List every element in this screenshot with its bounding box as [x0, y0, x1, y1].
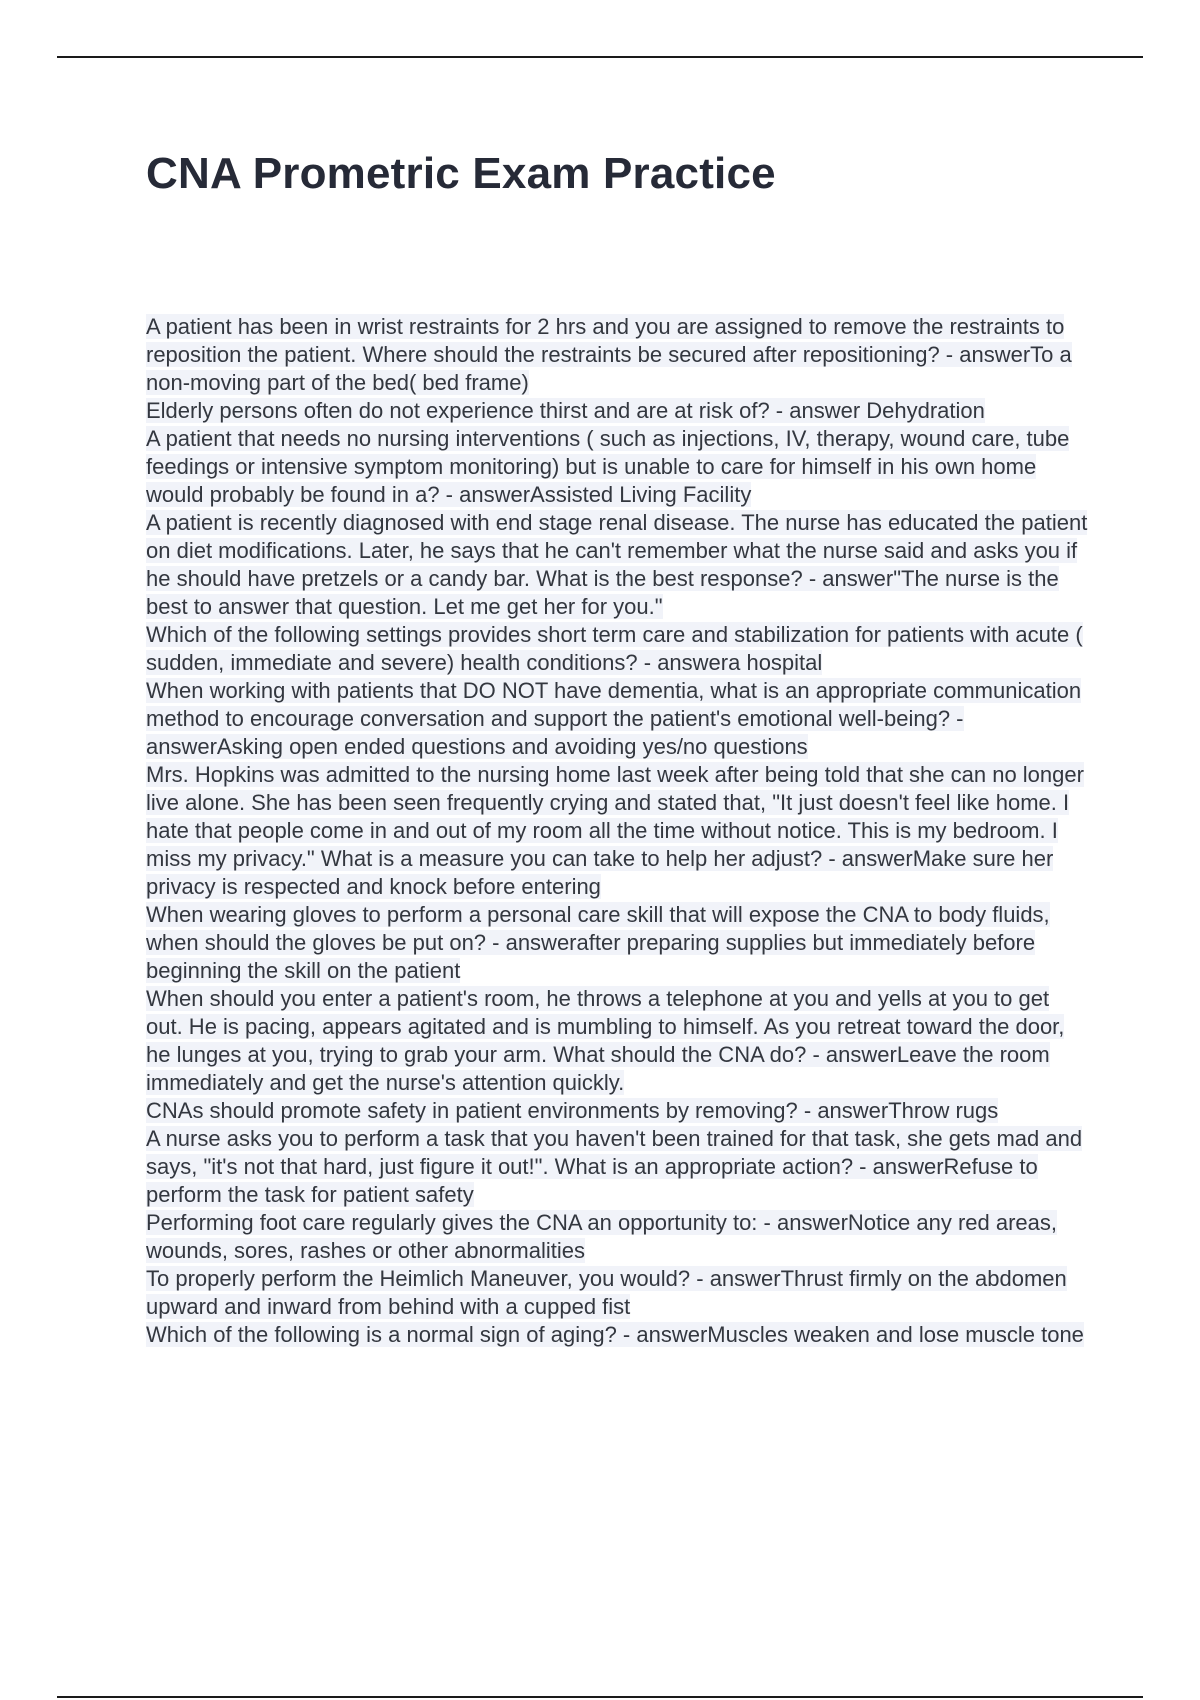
qa-text: When wearing gloves to perform a personal care skill that will expose the CNA to body fluids, when should the gloves be put on? - answerafter preparing supplies but immediately before beginning the skill on the patient	[146, 902, 1050, 983]
qa-text: A patient is recently diagnosed with end stage renal disease. The nurse has educated the patient on diet modifications. Later, he says that he can't remember what the nurse said and asks you if he should have pretzels or a candy bar. What is the best response? - answer"The nurse is the best to answer that question. Let me get her for you."	[146, 510, 1088, 619]
qa-text: Performing foot care regularly gives the CNA an opportunity to: - answerNotice any red areas, wounds, sores, rashes or other abnormalities	[146, 1210, 1058, 1263]
qa-item	[146, 677, 1090, 761]
qa-text: Which of the following settings provides short term care and stabilization for patients with acute ( sudden, immediate and severe) health conditions? - answera hospital	[146, 622, 1083, 675]
qa-item	[146, 509, 1090, 621]
document-title: CNA Prometric Exam Practice	[146, 149, 776, 198]
qa-item	[146, 985, 1090, 1097]
qa-item	[146, 1209, 1090, 1265]
qa-item	[146, 901, 1090, 985]
qa-text: Which of the following is a normal sign of aging? - answerMuscles weaken and lose muscle tone	[146, 1322, 1084, 1347]
qa-text: Elderly persons often do not experience thirst and are at risk of? - answer Dehydration	[146, 398, 985, 423]
qa-text: When should you enter a patient's room, he throws a telephone at you and yells at you to get out. He is pacing, appears agitated and is mumbling to himself. As you retreat toward the door, he lunges at you, trying to grab your arm. What should the CNA do? - answerLeave the room immediately and get the nurse's attention quickly.	[146, 986, 1065, 1095]
qa-item	[146, 1125, 1090, 1209]
qa-item	[146, 1265, 1090, 1321]
qa-item	[146, 397, 1090, 425]
qa-item	[146, 1321, 1090, 1349]
question-answer-list	[146, 313, 1090, 1349]
qa-item	[146, 425, 1090, 509]
qa-item	[146, 621, 1090, 677]
qa-text: When working with patients that DO NOT have dementia, what is an appropriate communication method to encourage conversation and support the patient's emotional well-being? - answerAsking open ended questions and avoiding yes/no questions	[146, 678, 1082, 759]
qa-text: A patient that needs no nursing interventions ( such as injections, IV, therapy, wound care, tube feedings or intensive symptom monitoring) but is unable to care for himself in his own home would probably be found in a? - answerAssisted Living Facility	[146, 426, 1070, 507]
bottom-divider	[57, 1696, 1143, 1698]
top-divider	[57, 56, 1143, 58]
qa-item	[146, 313, 1090, 397]
qa-item	[146, 1097, 1090, 1125]
qa-text: CNAs should promote safety in patient environments by removing? - answerThrow rugs	[146, 1098, 999, 1123]
qa-text: To properly perform the Heimlich Maneuver, you would? - answerThrust firmly on the abdomen upward and inward from behind with a cupped fist	[146, 1266, 1067, 1319]
qa-text: Mrs. Hopkins was admitted to the nursing home last week after being told that she can no longer live alone. She has been seen frequently crying and stated that, "It just doesn't feel like home. I hate that people come in and out of my room all the time without notice. This is my bedroom. I miss my privacy." What is a measure you can take to help her adjust? - answerMake sure her privacy is respected and knock before entering	[146, 762, 1084, 899]
qa-text: A patient has been in wrist restraints for 2 hrs and you are assigned to remove the restraints to reposition the patient. Where should the restraints be secured after repositioning? - answerTo a non-moving part of the bed( bed frame)	[146, 314, 1072, 395]
qa-item	[146, 761, 1090, 901]
qa-text: A nurse asks you to perform a task that you haven't been trained for that task, she gets mad and says, "it's not that hard, just figure it out!". What is an appropriate action? - answerRefuse to perform the task for patient safety	[146, 1126, 1083, 1207]
